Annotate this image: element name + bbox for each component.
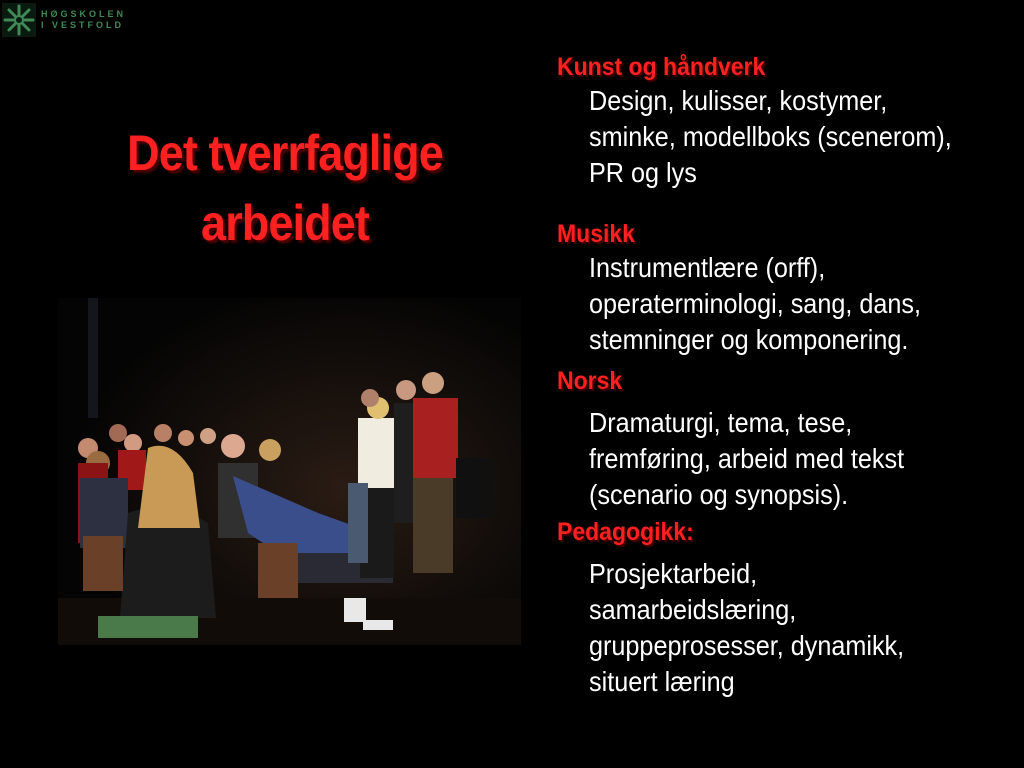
section-heading: Pedagogikk: — [557, 518, 694, 546]
section-body — [589, 405, 1017, 513]
body-line: PR og lys — [589, 157, 697, 188]
content-list — [557, 52, 1017, 700]
section-heading: Kunst og håndverk — [557, 53, 766, 81]
section-heading: Musikk — [557, 220, 635, 248]
section-kunst — [557, 52, 1017, 191]
logo-text — [41, 9, 126, 31]
section-body — [589, 83, 1017, 191]
body-line: situert læring — [589, 666, 735, 697]
body-line: stemninger og komponering. — [589, 324, 909, 355]
title-line-1: Det tverrfaglige — [127, 125, 443, 181]
logo-line-2: I VESTFOLD — [41, 20, 125, 30]
section-body — [589, 250, 1017, 358]
body-line: operaterminologi, sang, dans, — [589, 288, 922, 319]
snowflake-logo-icon — [2, 3, 36, 37]
body-line: samarbeidslæring, — [589, 594, 797, 625]
body-line: fremføring, arbeid med tekst — [589, 443, 905, 474]
title-line-2: arbeidet — [201, 195, 369, 251]
theatre-rehearsal-photo — [58, 298, 521, 645]
logo-line-1: HØGSKOLEN — [41, 9, 127, 19]
photo-illustration — [58, 298, 521, 645]
section-norsk — [557, 366, 1017, 513]
body-line: Dramaturgi, tema, tese, — [589, 407, 853, 438]
body-line: Design, kulisser, kostymer, — [589, 85, 888, 116]
school-logo — [2, 2, 142, 38]
section-pedagogikk — [557, 517, 1017, 700]
section-musikk — [557, 219, 1017, 358]
section-body — [589, 556, 1017, 700]
body-line: sminke, modellboks (scenerom), — [589, 121, 952, 152]
body-line: gruppeprosesser, dynamikk, — [589, 630, 905, 661]
slide-title — [83, 118, 488, 258]
body-line: Instrumentlære (orff), — [589, 252, 826, 283]
section-heading: Norsk — [557, 367, 623, 395]
body-line: Prosjektarbeid, — [589, 558, 758, 589]
body-line: (scenario og synopsis). — [589, 479, 849, 510]
